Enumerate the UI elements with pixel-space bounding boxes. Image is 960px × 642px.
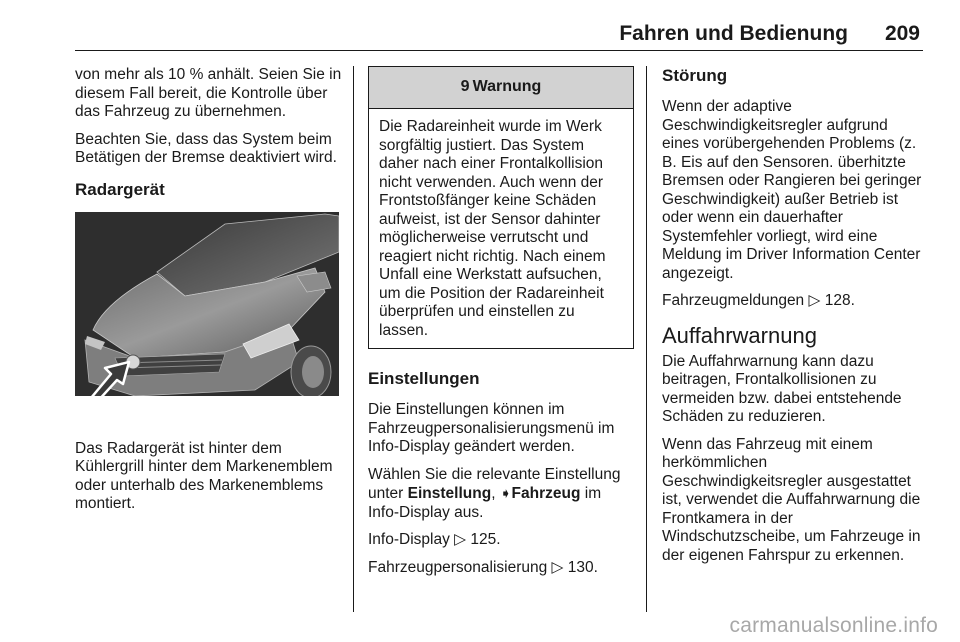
radar-unit-figure <box>75 212 339 396</box>
page-ref-arrow-icon: ▷ <box>551 558 564 576</box>
column-divider-right <box>646 66 647 612</box>
fault-heading: Störung <box>662 66 728 85</box>
brake-deactivation-paragraph: Beachten Sie, dass das System beim Betätigen der Bremse deaktiviert wird. <box>75 130 337 166</box>
continued-paragraph: von mehr als 10 % anhält. Seien Sie in diesem Fall bereit, die Kontrolle über das Fahrzeug zu übernehmen. <box>75 66 342 120</box>
radar-heading: Radargerät <box>75 179 165 199</box>
collision-alert-heading: Auffahrwarnung <box>662 322 817 348</box>
info-display-ref[interactable]: Info-Display ▷ 125. <box>368 531 501 548</box>
header-rule <box>75 50 923 51</box>
header-title: Fahren und Bedienung <box>619 22 848 45</box>
column-1 <box>75 66 343 523</box>
column-2 <box>368 66 634 586</box>
warning-text: Die Radareinheit wurde im Werk sorgfältig justiert. Das System daher nach einer Frontalkollision nicht verwenden. Auch wenn der Frontstoßfänger keine Schäden aufweist, ist der Sensor dahinter möglicherweise verrutscht und reagiert nicht richtig. Nach einem Unfall eine Werkstatt aufsuchen, um die Position der Radareinheit überprüfen und einstellen zu lassen. <box>379 118 606 339</box>
collision-paragraph-2: Wenn das Fahrzeug mit einem herkömmlichen Geschwindigkeitsregler ausgestattet ist, verwendet die Auffahrwarnung die Frontkamera in der Windschutzscheibe, um Fahrzeuge in der eigenen Fahrspur zu erkennen. <box>662 435 921 564</box>
page-header <box>0 0 960 52</box>
menu-arrow-icon: ➧ <box>499 485 512 501</box>
vehicle-messages-ref[interactable]: Fahrzeugmeldungen ▷ 128. <box>662 292 855 309</box>
warning-box <box>368 66 634 349</box>
warning-icon: 9 <box>460 78 470 96</box>
menu-label-fahrzeug: Fahrzeug <box>511 485 581 502</box>
fault-paragraph: Wenn der adaptive Geschwindigkeitsregler aufgrund eines vorübergehenden Problems (z. B. Eis auf den Sensoren. überhitzte Bremsen oder Rangieren bei geringer Geschwindigkeit) außer Betrieb ist oder wenn ein dauerhafter Systemfehler vorliegt, wird eine Meldung im Driver Information Center angezeigt. <box>662 98 922 282</box>
watermark: carmanualsonline.info <box>729 614 938 637</box>
page-ref-arrow-icon: ▷ <box>808 292 821 309</box>
warning-header <box>369 67 633 109</box>
vehicle-personalization-ref[interactable]: Fahrzeugpersonalisierung ▷ 130. <box>368 558 598 576</box>
settings-paragraph: Die Einstellungen können im Fahrzeugpersonalisierungsmenü im Info-Display geändert werden. <box>368 401 615 455</box>
column-divider-left <box>353 66 354 612</box>
column-3 <box>662 66 927 574</box>
menu-label-einstellung: Einstellung <box>407 485 492 502</box>
page-ref-arrow-icon: ▷ <box>454 531 467 548</box>
settings-heading: Einstellungen <box>368 369 480 388</box>
radar-caption: Das Radargerät ist hinter dem Kühlergrill hinter dem Markenemblem oder unterhalb des Markenemblems montiert. <box>75 439 333 512</box>
warning-title: Warnung <box>472 78 542 96</box>
settings-path-paragraph: Wählen Sie die relevante Einstellung unter Einstellung, ➧Fahrzeug im Info-Display aus. <box>368 465 621 521</box>
collision-paragraph-1: Die Auffahrwarnung kann dazu beitragen, Frontalkollisionen zu vermeiden bzw. dabei entstehende Schäden zu reduzieren. <box>662 352 902 425</box>
page-number: 209 <box>884 22 920 45</box>
